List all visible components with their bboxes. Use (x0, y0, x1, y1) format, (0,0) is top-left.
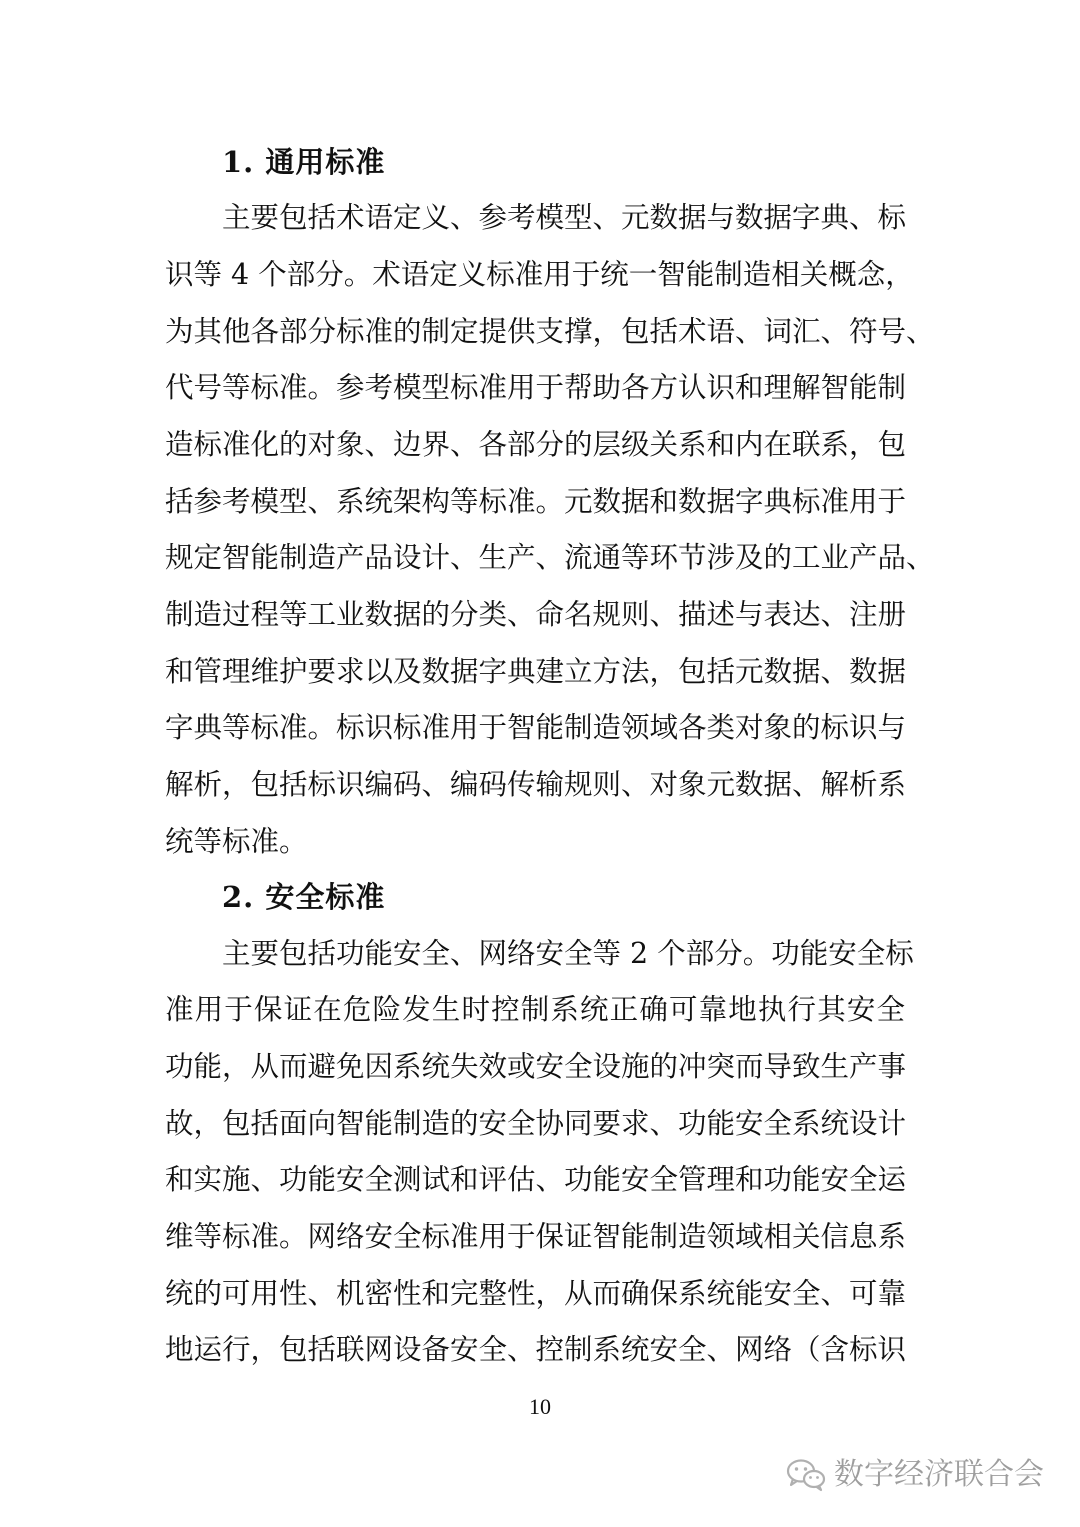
paragraph-line: 和管理维护要求以及数据字典建立方法，包括元数据、数据 (165, 655, 907, 688)
paragraph-line: 字典等标准。标识标准用于智能制造领域各类对象的标识与 (165, 711, 907, 744)
page-number: 10 (529, 1394, 551, 1419)
paragraph-line: 识等 4 个部分。术语定义标准用于统一智能制造相关概念， (165, 258, 914, 291)
paragraph-line: 维等标准。网络安全标准用于保证智能制造领域相关信息系 (165, 1220, 907, 1253)
paragraph-line: 统等标准。 (165, 825, 308, 858)
paragraph-line: 准用于保证在危险发生时控制系统正确可靠地执行其安全 (165, 993, 905, 1026)
section-heading-security-standards: 2. 安全标准 (222, 880, 386, 914)
paragraph-line: 为其他各部分标准的制定提供支撑，包括术语、词汇、符号、 (165, 315, 935, 348)
paragraph-line: 代号等标准。参考模型标准用于帮助各方认识和理解智能制 (165, 371, 907, 404)
watermark (786, 1457, 1044, 1493)
paragraph-line: 地运行，包括联网设备安全、控制系统安全、网络（含标识 (165, 1333, 907, 1366)
paragraph-line: 规定智能制造产品设计、生产、流通等环节涉及的工业产品、 (165, 541, 935, 574)
wechat-icon (786, 1458, 826, 1492)
paragraph-line: 功能，从而避免因系统失效或安全设施的冲突而导致生产事 (165, 1050, 907, 1083)
paragraph-line: 主要包括功能安全、网络安全等 2 个部分。功能安全标 (222, 937, 914, 970)
section-heading-general-standards: 1. 通用标准 (222, 145, 386, 179)
paragraph-line: 造标准化的对象、边界、各部分的层级关系和内在联系，包 (165, 428, 907, 461)
paragraph-line: 故，包括面向智能制造的安全协同要求、功能安全系统设计 (165, 1107, 907, 1140)
paragraph-line: 括参考模型、系统架构等标准。元数据和数据字典标准用于 (165, 485, 907, 518)
watermark-text: 数字经济联合会 (834, 1457, 1044, 1492)
paragraph-line: 和实施、功能安全测试和评估、功能安全管理和功能安全运 (165, 1163, 907, 1196)
paragraph-line: 解析，包括标识编码、编码传输规则、对象元数据、解析系 (165, 768, 907, 801)
paragraph-line: 主要包括术语定义、参考模型、元数据与数据字典、标 (222, 201, 907, 234)
paragraph-line: 制造过程等工业数据的分类、命名规则、描述与表达、注册 (165, 598, 907, 631)
paragraph-line: 统的可用性、机密性和完整性，从而确保系统能安全、可靠 (165, 1277, 907, 1310)
